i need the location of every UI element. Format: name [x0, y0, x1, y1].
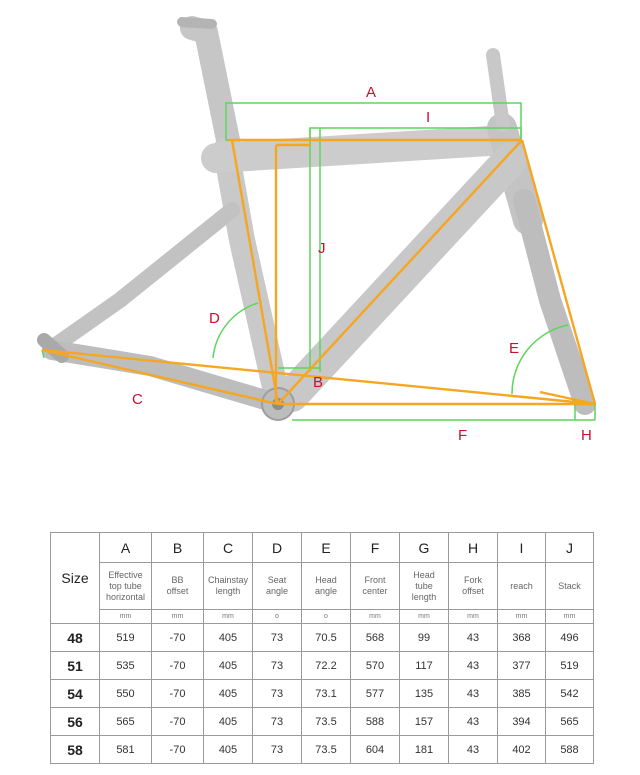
size-cell: 51	[51, 652, 100, 680]
col-description-line: Fork	[464, 575, 482, 585]
table-cell: 405	[204, 708, 253, 736]
seatpost	[192, 28, 228, 140]
table-cell: 568	[351, 624, 400, 652]
table-cell: 73.5	[302, 736, 351, 764]
table-cell: 570	[351, 652, 400, 680]
col-unit: mm	[100, 610, 152, 624]
col-description-line: Seat	[267, 575, 287, 585]
col-letter: C	[204, 533, 253, 563]
col-description-line: angle	[265, 586, 289, 596]
col-description	[400, 563, 449, 610]
size-cell: 48	[51, 624, 100, 652]
table-cell: 117	[400, 652, 449, 680]
table-cell: 368	[498, 624, 546, 652]
label-F: F	[458, 427, 468, 444]
col-description-line: Stack	[558, 580, 581, 591]
table-cell: 73.5	[302, 708, 351, 736]
table-cell: 157	[400, 708, 449, 736]
table-cell: -70	[152, 736, 204, 764]
table-cell: 70.5	[302, 624, 351, 652]
col-letter: D	[253, 533, 302, 563]
down-tube-axis	[278, 140, 522, 404]
table-body	[51, 624, 594, 764]
col-description-line: length	[215, 586, 241, 596]
col-description	[546, 563, 594, 610]
table-cell: 565	[546, 708, 594, 736]
table-cell: 588	[546, 736, 594, 764]
col-description-line: Front	[364, 575, 386, 585]
table-cell: 73	[253, 624, 302, 652]
table-cell: 73	[253, 708, 302, 736]
table-cell: 43	[449, 708, 498, 736]
table-cell: 135	[400, 680, 449, 708]
col-letter: B	[152, 533, 204, 563]
col-description-line: BB	[171, 575, 184, 585]
col-description	[152, 563, 204, 610]
seatpost-clamp	[182, 22, 212, 24]
label-E: E	[509, 340, 520, 357]
table-cell: 565	[100, 708, 152, 736]
table-row	[51, 624, 594, 652]
col-unit: mm	[498, 610, 546, 624]
col-unit: mm	[351, 610, 400, 624]
label-B: B	[313, 374, 324, 391]
table-cell: 535	[100, 652, 152, 680]
col-description-line: angle	[314, 586, 338, 596]
table-row	[51, 736, 594, 764]
col-description-line: Effective	[108, 569, 143, 580]
table-cell: 385	[498, 680, 546, 708]
col-description	[100, 563, 152, 610]
table-row	[51, 680, 594, 708]
col-unit: mm	[204, 610, 253, 624]
col-letter: J	[546, 533, 594, 563]
col-letter: G	[400, 533, 449, 563]
col-letter: E	[302, 533, 351, 563]
table-cell: 73.1	[302, 680, 351, 708]
col-letter: A	[100, 533, 152, 563]
table-cell: 581	[100, 736, 152, 764]
top-tube	[216, 140, 505, 158]
col-unit: mm	[546, 610, 594, 624]
col-letter: H	[449, 533, 498, 563]
col-unit: mm	[152, 610, 204, 624]
col-description-line: offset	[166, 586, 189, 596]
table-cell: 43	[449, 736, 498, 764]
col-unit: mm	[400, 610, 449, 624]
col-description-line: length	[411, 591, 437, 602]
table-cell: 542	[546, 680, 594, 708]
col-unit: o	[253, 610, 302, 624]
col-description-line: top tube	[109, 580, 142, 591]
table-cell: 72.2	[302, 652, 351, 680]
table-cell: 73	[253, 736, 302, 764]
table-cell: 405	[204, 624, 253, 652]
col-description-line: tube	[415, 580, 433, 591]
steerer	[493, 55, 503, 125]
table-cell: 402	[498, 736, 546, 764]
chainstay-axis	[42, 350, 278, 404]
table-cell: -70	[152, 708, 204, 736]
table-cell: 550	[100, 680, 152, 708]
table-cell: 519	[546, 652, 594, 680]
table-cell: 394	[498, 708, 546, 736]
table-cell: 43	[449, 624, 498, 652]
table-cell: 99	[400, 624, 449, 652]
col-description	[204, 563, 253, 610]
label-J: J	[318, 240, 326, 257]
table-cell: 43	[449, 680, 498, 708]
seat-stay	[56, 210, 232, 345]
table-cell: 604	[351, 736, 400, 764]
size-header: Size	[51, 533, 100, 624]
col-description	[351, 563, 400, 610]
col-description	[253, 563, 302, 610]
col-description-line: Head	[315, 575, 337, 585]
table-cell: 73	[253, 680, 302, 708]
col-description	[498, 563, 546, 610]
col-description-line: reach	[510, 580, 533, 591]
col-description-line: Head	[413, 569, 435, 580]
geometry-table	[50, 532, 594, 764]
table-cell: 43	[449, 652, 498, 680]
size-cell: 58	[51, 736, 100, 764]
label-C: C	[132, 391, 143, 408]
column-descriptions	[51, 563, 594, 610]
table-cell: 519	[100, 624, 152, 652]
size-cell: 56	[51, 708, 100, 736]
table-cell: 181	[400, 736, 449, 764]
col-letter: I	[498, 533, 546, 563]
table-cell: 73	[253, 652, 302, 680]
table-cell: 496	[546, 624, 594, 652]
col-unit: mm	[449, 610, 498, 624]
table-cell: 405	[204, 680, 253, 708]
col-description-line: Chainstay	[207, 575, 249, 585]
label-I: I	[426, 109, 431, 126]
table-cell: 405	[204, 652, 253, 680]
fork	[524, 200, 585, 404]
table-cell: 577	[351, 680, 400, 708]
label-H: H	[581, 427, 592, 444]
label-A: A	[366, 84, 377, 101]
size-cell: 54	[51, 680, 100, 708]
table-cell: -70	[152, 624, 204, 652]
table-cell: -70	[152, 680, 204, 708]
table-cell: 405	[204, 736, 253, 764]
table-row	[51, 708, 594, 736]
col-description	[449, 563, 498, 610]
table-cell: -70	[152, 652, 204, 680]
col-description	[302, 563, 351, 610]
bike-frame	[44, 22, 585, 420]
col-description-line: center	[362, 586, 388, 596]
table-row	[51, 652, 594, 680]
col-description-line: offset	[462, 586, 484, 596]
down-tube	[292, 160, 510, 395]
col-unit: o	[302, 610, 351, 624]
col-description-line: horizontal	[105, 591, 146, 602]
col-letter: F	[351, 533, 400, 563]
label-D: D	[209, 310, 220, 327]
table-cell: 588	[351, 708, 400, 736]
table-cell: 377	[498, 652, 546, 680]
